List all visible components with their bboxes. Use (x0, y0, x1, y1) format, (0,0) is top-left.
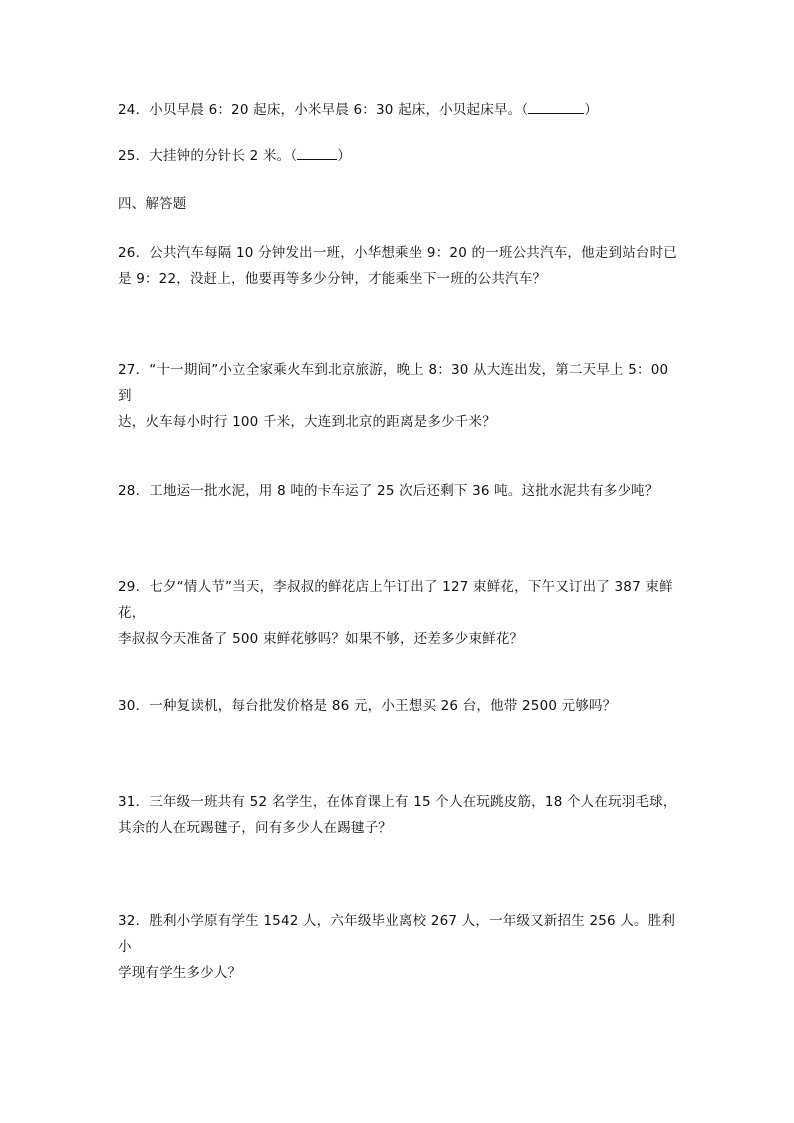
answer-blank[interactable] (297, 145, 337, 160)
question-26-line1: 26．公共汽车每隔 10 分钟发出一班，小华想乘坐 9：20 的一班公共汽车，他走到站台时已 (118, 245, 677, 261)
question-32-line2: 学现有学生多少人？ (118, 965, 242, 981)
question-24-text: 24．小贝早晨 6：20 起床，小米早晨 6：30 起床，小贝起床早。（ (118, 102, 529, 118)
question-30 (118, 693, 678, 719)
question-25-text: 25．大挂钟的分针长 2 米。（ (118, 148, 298, 164)
question-30-line1: 30．一种复读机，每台批发价格是 86 元，小王想买 26 台，他带 2500 元够吗？ (118, 698, 617, 714)
question-32-line1: 32．胜利小学原有学生 1542 人，六年级毕业离校 267 人，一年级又新招生 256 人。胜利小 (118, 913, 676, 955)
question-26-line2: 是 9：22，没赶上，他要再等多少分钟，才能乘坐下一班的公共汽车？ (118, 271, 547, 287)
question-24 (118, 97, 678, 123)
question-25-close: ） (337, 148, 352, 164)
question-29-line1: 29．七夕“情人节”当天，李叔叔的鲜花店上午订出了 127 束鲜花，下午又订出了 387 束鲜花， (118, 579, 673, 621)
question-24-line (118, 97, 678, 123)
question-31-line2: 其余的人在玩踢毽子，问有多少人在踢毽子？ (118, 820, 392, 836)
question-32 (118, 908, 678, 986)
question-29 (118, 574, 678, 652)
question-25-line (118, 143, 678, 169)
section-heading: 四、解答题 (118, 196, 187, 212)
question-28 (118, 478, 678, 504)
question-29-line2: 李叔叔今天准备了 500 束鲜花够吗？如果不够，还差多少束鲜花？ (118, 631, 524, 647)
answer-blank[interactable] (528, 99, 584, 114)
question-31 (118, 789, 678, 841)
question-27-line2: 达，火车每小时行 100 千米，大连到北京的距离是多少千米？ (118, 414, 496, 430)
question-27-line1: 27．“十一期间”小立全家乘火车到北京旅游，晚上 8：30 从大连出发，第二天早上 5：00 到 (118, 362, 669, 404)
question-25 (118, 143, 678, 169)
question-27 (118, 357, 678, 435)
question-26 (118, 240, 678, 292)
question-31-line1: 31．三年级一班共有 52 名学生，在体育课上有 15 个人在玩跳皮筋，18 个人在玩羽毛球， (118, 794, 677, 810)
question-28-line1: 28．工地运一批水泥，用 8 吨的卡车运了 25 次后还剩下 36 吨。这批水泥共有多少吨？ (118, 483, 659, 499)
question-24-close: ） (584, 102, 599, 118)
